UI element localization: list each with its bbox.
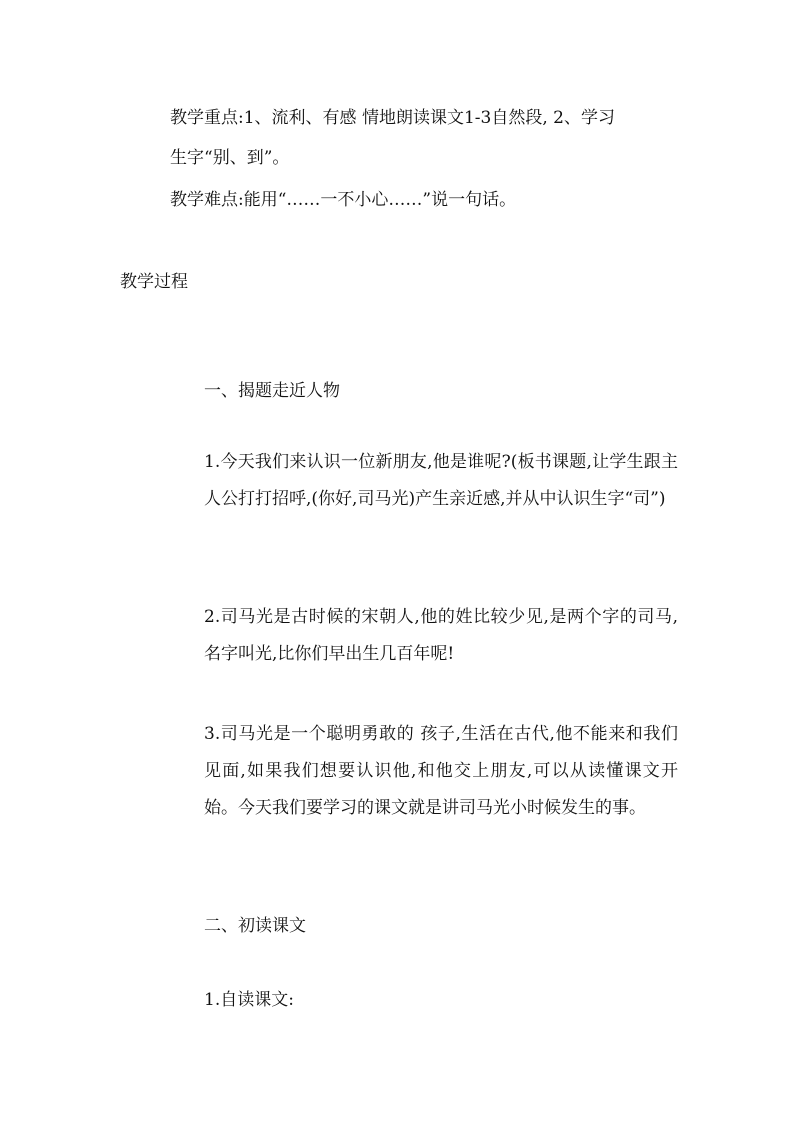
section-2-item-1: 1.自读课文:: [204, 990, 294, 1010]
section-1-item-1: 1.今天我们来认识一位新朋友,他是谁呢?(板书课题,让学生跟主人公打打招呼,(你好,司马光)产生亲近感,并从中认识生字“司”): [204, 452, 678, 509]
teaching-focus-line-1: 教学重点:1、流利、有感 情地朗读课文1-3自然段, 2、学习: [170, 108, 615, 128]
teaching-focus-line-2: 生字“别、到”。: [170, 148, 290, 168]
section-1-heading: 一、揭题走近人物: [204, 381, 340, 401]
section-2-heading: 二、初读课文: [204, 916, 306, 936]
process-heading: 教学过程: [120, 272, 188, 292]
teaching-difficulty: 教学难点:能用“……一不小心……”说一句话。: [170, 190, 517, 210]
section-1-item-2: 2.司马光是古时候的宋朝人,他的姓比较少见,是两个字的司马,名字叫光,比你们早出生几百年呢!: [204, 607, 678, 664]
section-1-item-3: 3.司马光是一个聪明勇敢的 孩子,生活在古代,他不能来和我们见面,如果我们想要认识他,和他交上朋友,可以从读懂课文开始。今天我们要学习的课文就是讲司马光小时候发生的事。: [204, 724, 678, 818]
